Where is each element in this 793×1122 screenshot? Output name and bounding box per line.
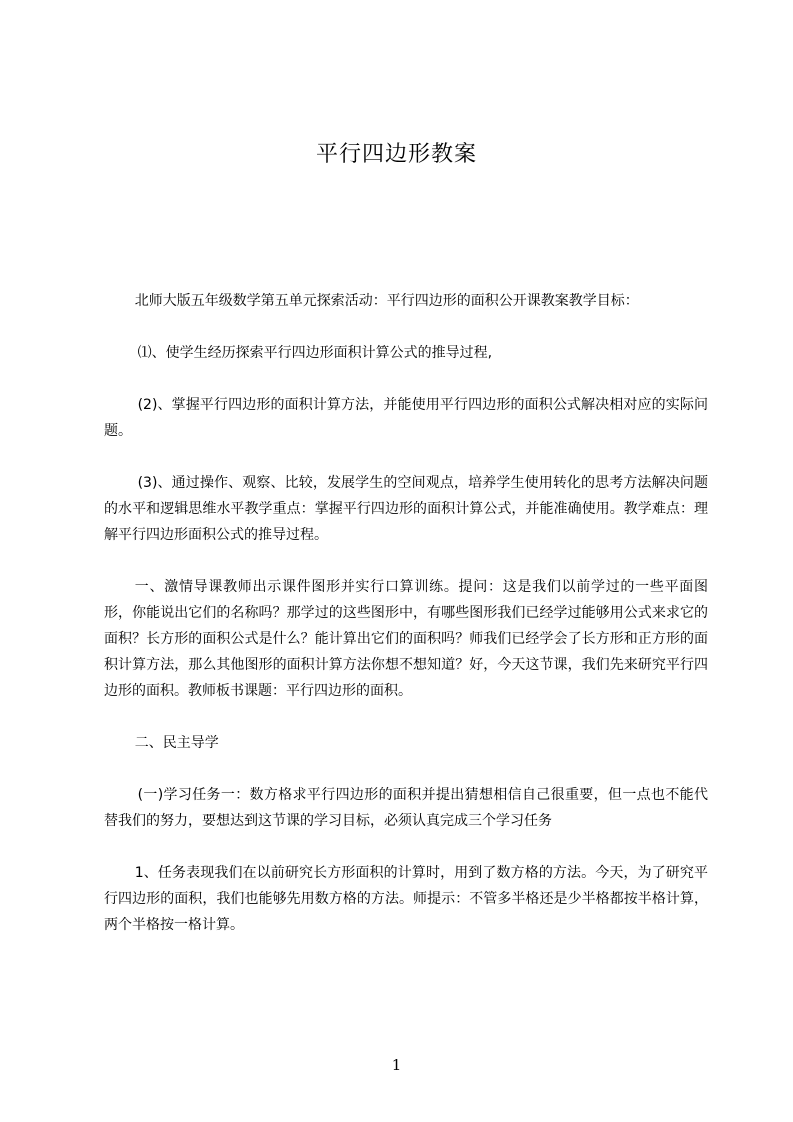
section-2-heading: 二、民主导学 [134, 735, 219, 751]
task-1-paragraph: (一)学习任务一：数方格求平行四边形的面积并提出猜想相信自己很重要，但一点也不能代替我们的努力，要想达到这节课的学习目标，必须认真完成三个学习任务 [104, 787, 708, 829]
objective-2-paragraph: (2)、掌握平行四边形的面积计算方法，并能使用平行四边形的面积公式解决相对应的实际问题。 [104, 397, 708, 439]
objective-1-paragraph: ⑴、使学生经历探索平行四边形面积计算公式的推导过程, [137, 345, 493, 361]
document-title: 平行四边形教案 [315, 142, 477, 167]
intro-paragraph: 北师大版五年级数学第五单元探索活动：平行四边形的面积公开课教案教学目标： [134, 293, 639, 309]
section-1-paragraph: 一、激情导课教师出示课件图形并实行口算训练。提问：这是我们以前学过的一些平面图形，你能说出它们的名称吗？那学过的这些图形中，有哪些图形我们已经学过能够用公式来求它的面积？长方形的面积公式是什么？能计算出它们的面积吗？师我们已经学会了长方形和正方形的面积计算方法，那么其他图形的面积计算方法你想不想知道？好，今天这节课，我们先来研究平行四边形的面积。教师板书课题：平行四边形的面积。 [104, 579, 708, 699]
page-number: 1 [391, 1056, 402, 1074]
objective-3-paragraph: (3)、通过操作、观察、比较，发展学生的空间观点，培养学生使用转化的思考方法解决问题的水平和逻辑思维水平教学重点：掌握平行四边形的面积计算公式，并能准确使用。教学难点：理解平行四边形面积公式的推导过程。 [104, 475, 708, 543]
task-1-step-1-paragraph: 1、任务表现我们在以前研究长方形面积的计算时，用到了数方格的方法。今天，为了研究平行四边形的面积，我们也能够先用数方格的方法。师提示：不管多半格还是少半格都按半格计算，两个半格按一格计算。 [104, 865, 708, 933]
document-body [104, 288, 708, 964]
